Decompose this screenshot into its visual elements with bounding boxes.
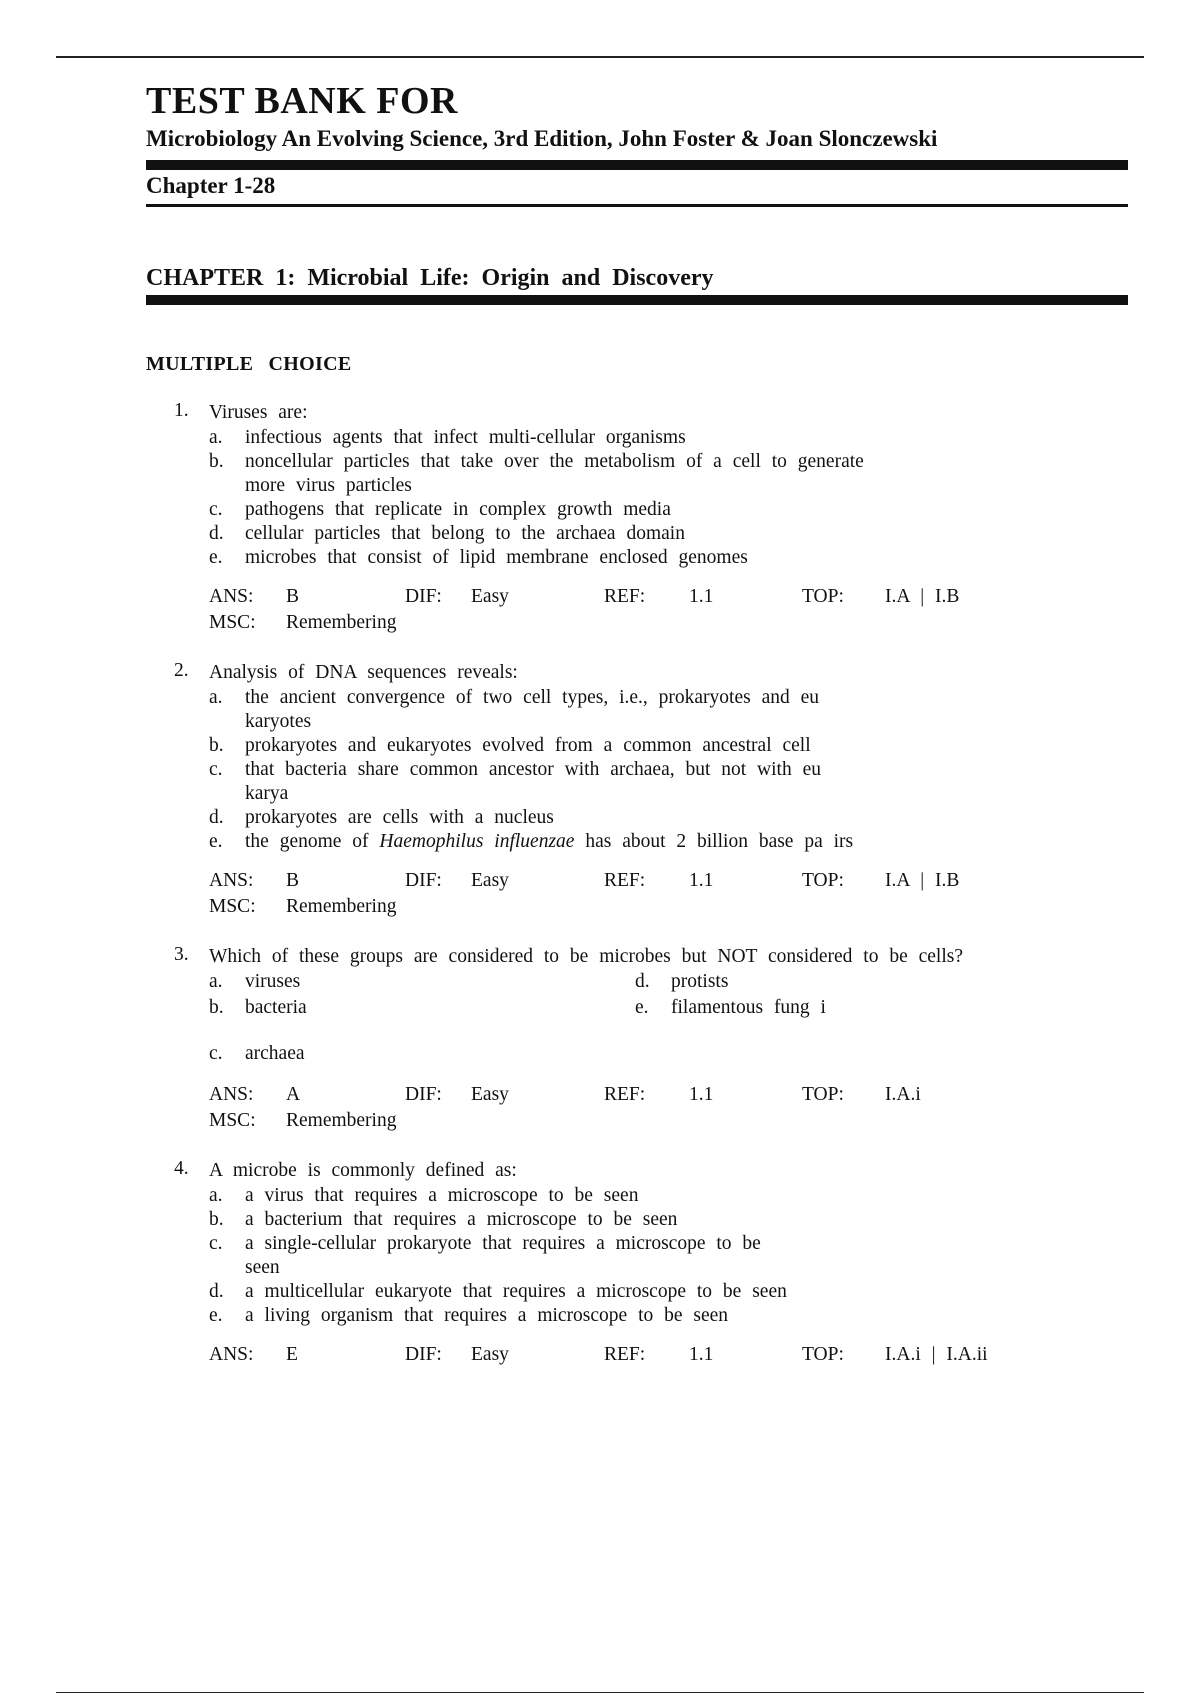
choice-text: viruses [245,971,301,992]
dif-value: Easy [471,586,509,607]
dif-label: DIF: [405,586,442,607]
ref-value: 1.1 [689,1344,714,1365]
question-number: 4. [174,1158,189,1179]
answer-meta [209,868,1128,920]
ref-value: 1.1 [689,586,714,607]
choice-letter: d. [209,523,224,544]
dif-value: Easy [471,1344,509,1365]
page-top-rule [56,56,1144,58]
choice-letter: d. [209,1281,224,1302]
msc-row [209,610,1128,636]
choice-letter: c. [209,499,223,520]
answer-meta [209,584,1128,636]
top-label: TOP: [802,586,844,607]
choice-b [209,734,945,758]
choice-c [209,1232,805,1280]
choice-text: bacteria [245,997,307,1018]
choice-e [209,546,945,570]
choice-text: that bacteria share common ancestor with archaea, but not with eu karya [245,759,822,804]
question-stem: Which of these groups are considered to be microbes but NOT considered to be cells? [209,946,964,967]
ans-label: ANS: [209,870,254,891]
msc-row [209,1108,1128,1134]
choice-d [209,806,945,830]
choice-b [209,996,635,1042]
top-label: TOP: [802,870,844,891]
msc-label: MSC: [209,612,256,633]
choice-text: pathogens that replicate in complex growth media [245,499,671,520]
top-value: I.A | I.B [885,586,960,607]
choice-letter: c. [209,1043,223,1064]
choice-a [209,1184,945,1208]
dif-label: DIF: [405,1084,442,1105]
choice-text-after: has about 2 billion base pa irs [585,831,854,852]
question-number: 2. [174,660,189,681]
choice-text [245,831,853,852]
dif-value: Easy [471,870,509,891]
choice-text: microbes that consist of lipid membrane enclosed genomes [245,547,748,568]
choice-letter: a. [209,971,223,992]
msc-label: MSC: [209,896,256,917]
choice-text: archaea [245,1043,305,1064]
answer-meta [209,1342,1128,1368]
msc-label: MSC: [209,1110,256,1131]
choice-text: protists [671,971,729,992]
title-rule [146,160,1128,170]
answer-row [209,584,1128,610]
choice-letter: a. [209,687,223,708]
ref-label: REF: [604,586,646,607]
question-3 [146,944,1128,1134]
dif-value: Easy [471,1084,509,1105]
ans-value: A [286,1084,301,1105]
choice-letter: b. [209,997,224,1018]
msc-value: Remembering [286,1110,397,1131]
answer-row [209,1342,1128,1368]
choice-list [209,1184,1128,1328]
choice-d [209,522,945,546]
choice-b [209,1208,945,1232]
page-bottom-rule [56,1692,1144,1693]
choice-a [209,970,635,996]
choice-letter: a. [209,1185,223,1206]
question-list [146,400,1128,1368]
choice-text: a multicellular eukaryote that requires a microscope to be seen [245,1281,787,1302]
choice-list [209,970,1128,1068]
book-title: Microbiology An Evolving Science, 3rd Edition, John Foster & Joan Slonczewski [146,126,938,151]
ans-label: ANS: [209,1344,254,1365]
choice-letter: c. [209,1233,223,1254]
ans-value: B [286,586,300,607]
choice-text: infectious agents that infect multi-cellular organisms [245,427,686,448]
choice-letter: a. [209,427,223,448]
top-value: I.A.i | I.A.ii [885,1344,988,1365]
choice-letter: e. [635,997,649,1018]
choice-letter: c. [209,759,223,780]
choice-c [209,498,945,522]
question-stem: Viruses are: [209,402,308,423]
answer-row [209,1082,1128,1108]
question-2 [146,660,1128,920]
choice-text: prokaryotes are cells with a nucleus [245,807,554,828]
choice-b [209,450,865,498]
choice-e [209,830,865,854]
dif-label: DIF: [405,870,442,891]
choice-letter: e. [209,831,223,852]
top-label: TOP: [802,1084,844,1105]
ref-label: REF: [604,1344,646,1365]
choice-a [209,426,945,450]
document-title: TEST BANK FOR [146,80,458,122]
ans-value: E [286,1344,298,1365]
choice-text: prokaryotes and eukaryotes evolved from a common ancestral cell [245,735,811,756]
ref-label: REF: [604,870,646,891]
chapter-heading: CHAPTER 1: Microbial Life: Origin and Discovery [146,265,714,291]
ans-label: ANS: [209,586,254,607]
msc-value: Remembering [286,612,397,633]
choice-e [635,996,851,1042]
choice-text: cellular particles that belong to the archaea domain [245,523,685,544]
choice-d [209,1280,825,1304]
ref-value: 1.1 [689,870,714,891]
species-name: Haemophilus influenzae [379,831,575,852]
choice-c [209,758,865,806]
choice-letter: b. [209,735,224,756]
choice-d [635,970,875,996]
choice-text: a bacterium that requires a microscope to be seen [245,1209,678,1230]
choice-list [209,686,1128,854]
choice-text: the ancient convergence of two cell types, i.e., prokaryotes and eu karyotes [245,687,820,732]
choice-letter: b. [209,1209,224,1230]
document-page [146,78,1128,1392]
choice-text-before: the genome of [245,831,369,852]
choice-letter: e. [209,1305,223,1326]
question-4 [146,1158,1128,1368]
choice-text: a living organism that requires a microscope to be seen [245,1305,729,1326]
msc-value: Remembering [286,896,397,917]
top-label: TOP: [802,1344,844,1365]
chapter-rule [146,295,1128,305]
chapter-range: Chapter 1-28 [146,173,276,198]
section-heading: MULTIPLE CHOICE [146,353,352,375]
question-number: 1. [174,400,189,421]
choice-text: filamentous fung i [671,997,826,1018]
dif-label: DIF: [405,1344,442,1365]
choice-a [209,686,845,734]
ref-label: REF: [604,1084,646,1105]
choice-list [209,426,1128,570]
ref-value: 1.1 [689,1084,714,1105]
choice-e [209,1304,945,1328]
choice-letter: d. [209,807,224,828]
choice-letter: d. [635,971,650,992]
top-value: I.A | I.B [885,870,960,891]
answer-row [209,868,1128,894]
question-stem: Analysis of DNA sequences reveals: [209,662,518,683]
choice-text: a single-cellular prokaryote that requires a microscope to be seen [245,1233,761,1278]
choice-c [209,1042,635,1068]
choice-letter: e. [209,547,223,568]
question-1 [146,400,1128,636]
question-stem: A microbe is commonly defined as: [209,1160,517,1181]
choice-letter: b. [209,451,224,472]
msc-row [209,894,1128,920]
header-rule [146,204,1128,207]
ans-label: ANS: [209,1084,254,1105]
top-value: I.A.i [885,1084,921,1105]
answer-meta [209,1082,1128,1134]
choice-text: a virus that requires a microscope to be seen [245,1185,639,1206]
question-number: 3. [174,944,189,965]
choice-text: noncellular particles that take over the metabolism of a cell to generate more virus particles [245,451,864,496]
ans-value: B [286,870,300,891]
